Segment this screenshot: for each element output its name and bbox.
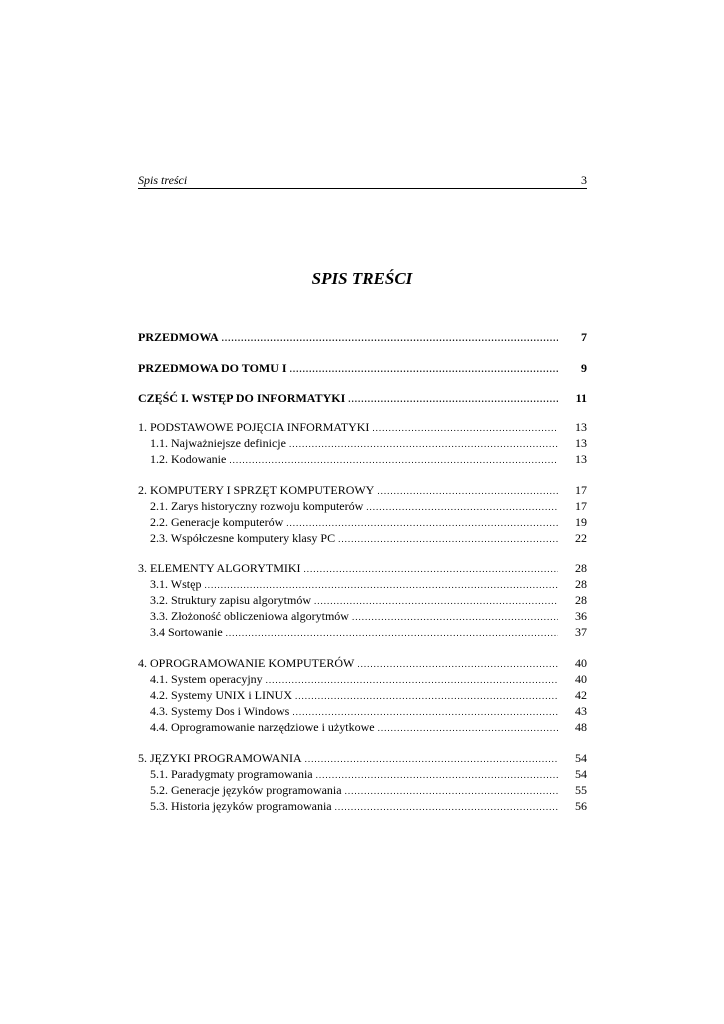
page-number: 3: [581, 173, 587, 187]
toc-entry-page: 55: [575, 783, 587, 797]
toc-entry-page: 54: [575, 767, 587, 781]
toc-entry-label: 5.2. Generacje języków programowania: [150, 783, 342, 797]
toc-entry-label: 1.1. Najważniejsze definicje: [150, 436, 286, 450]
toc-entry-label: 4.3. Systemy Dos i Windows: [150, 704, 290, 718]
toc-entry-page: 40: [575, 672, 587, 686]
toc-section[interactable]: [138, 436, 587, 450]
toc-entry-page: 54: [575, 751, 587, 765]
dot-leader: [204, 578, 558, 592]
toc-entry-page: 36: [575, 609, 587, 623]
toc-section[interactable]: [138, 704, 587, 718]
toc-entry-page: 17: [575, 483, 587, 497]
toc-entry-page: 9: [581, 361, 587, 375]
toc-entry-label: 5.3. Historia języków programowania: [150, 799, 332, 813]
toc-entry-label: 4.1. System operacyjny: [150, 672, 263, 686]
toc-entry-page: 19: [575, 515, 587, 529]
dot-leader: [286, 516, 558, 530]
toc-entry-page: 17: [575, 499, 587, 513]
toc-entry-label: CZĘŚĆ I. WSTĘP DO INFORMATYKI: [138, 391, 346, 405]
dot-leader: [372, 421, 558, 435]
dot-leader: [348, 392, 558, 406]
dot-leader: [338, 532, 558, 546]
toc-section[interactable]: [138, 688, 587, 702]
toc-entry-label: 2.3. Współczesne komputery klasy PC: [150, 531, 336, 545]
toc-section[interactable]: [138, 499, 587, 513]
toc-entry-page: 13: [575, 420, 587, 434]
toc-entry-page: 13: [575, 452, 587, 466]
toc-entry-page: 40: [575, 656, 587, 670]
toc-section[interactable]: [138, 625, 587, 639]
toc-entry-page: 28: [575, 593, 587, 607]
toc-chapter-5[interactable]: [138, 751, 587, 765]
dot-leader: [292, 705, 558, 719]
toc-entry-label: 5. JĘZYKI PROGRAMOWANIA: [138, 751, 302, 765]
toc-entry-page: 56: [575, 799, 587, 813]
toc-entry-przedmowa[interactable]: [138, 330, 587, 344]
dot-leader: [266, 673, 558, 687]
toc-entry-label: 3.1. Wstęp: [150, 577, 202, 591]
toc-chapter-4[interactable]: [138, 656, 587, 670]
toc-entry-label: 5.1. Paradygmaty programowania: [150, 767, 313, 781]
toc-chapter-3[interactable]: [138, 561, 587, 575]
toc-entry-page: 48: [575, 720, 587, 734]
toc-entry-page: 28: [575, 577, 587, 591]
running-header: [138, 172, 587, 189]
dot-leader: [335, 800, 558, 814]
toc-entry-label: 2.1. Zarys historyczny rozwoju komputerów: [150, 499, 364, 513]
dot-leader: [222, 331, 558, 345]
page-title: SPIS TREŚCI: [311, 269, 413, 288]
dot-leader: [314, 594, 558, 608]
dot-leader: [352, 610, 558, 624]
toc-entry-page: 28: [575, 561, 587, 575]
toc-entry-page: 13: [575, 436, 587, 450]
toc-entry-label: PRZEDMOWA DO TOMU I: [138, 361, 287, 375]
toc-section[interactable]: [138, 783, 587, 797]
toc-entry-label: 4.4. Oprogramowanie narzędziowe i użytkowe: [150, 720, 375, 734]
dot-leader: [229, 453, 558, 467]
toc-section[interactable]: [138, 609, 587, 623]
toc-section[interactable]: [138, 531, 587, 545]
running-title: Spis treści: [138, 173, 188, 187]
toc-entry-label: 3.3. Złożoność obliczeniowa algorytmów: [150, 609, 349, 623]
toc-entry-label: 1. PODSTAWOWE POJĘCIA INFORMATYKI: [138, 420, 370, 434]
dot-leader: [378, 721, 558, 735]
toc-entry-page: 7: [581, 330, 587, 344]
toc-entry-page: 37: [575, 625, 587, 639]
dot-leader: [316, 768, 558, 782]
toc-entry-czesc-1[interactable]: [138, 391, 587, 405]
dot-leader: [295, 689, 558, 703]
dot-leader: [304, 562, 558, 576]
toc-entry-label: 3.4 Sortowanie: [150, 625, 223, 639]
toc-entry-page: 11: [575, 391, 587, 405]
toc-chapter-1[interactable]: [138, 420, 587, 434]
dot-leader: [357, 657, 558, 671]
toc-entry-label: 3.2. Struktury zapisu algorytmów: [150, 593, 311, 607]
toc-entry-page: 22: [575, 531, 587, 545]
toc-entry-page: 42: [575, 688, 587, 702]
toc-entry-label: 2.2. Generacje komputerów: [150, 515, 284, 529]
dot-leader: [377, 484, 558, 498]
dot-leader: [345, 784, 558, 798]
toc-entry-label: PRZEDMOWA: [138, 330, 219, 344]
toc-chapter-2[interactable]: [138, 483, 587, 497]
toc-section[interactable]: [138, 452, 587, 466]
toc-section[interactable]: [138, 515, 587, 529]
toc-entry-label: 4.2. Systemy UNIX i LINUX: [150, 688, 292, 702]
toc-section[interactable]: [138, 799, 587, 813]
toc-section[interactable]: [138, 767, 587, 781]
toc-section[interactable]: [138, 593, 587, 607]
toc-entry-label: 4. OPROGRAMOWANIE KOMPUTERÓW: [138, 656, 355, 670]
toc-section[interactable]: [138, 577, 587, 591]
dot-leader: [289, 437, 558, 451]
dot-leader: [226, 626, 558, 640]
dot-leader: [305, 752, 558, 766]
toc-section[interactable]: [138, 720, 587, 734]
toc-entry-label: 2. KOMPUTERY I SPRZĘT KOMPUTEROWY: [138, 483, 375, 497]
toc-section[interactable]: [138, 672, 587, 686]
toc-entry-przedmowa-do-tomu[interactable]: [138, 361, 587, 375]
toc-entry-label: 3. ELEMENTY ALGORYTMIKI: [138, 561, 301, 575]
dot-leader: [290, 362, 558, 376]
dot-leader: [366, 500, 558, 514]
toc-entry-page: 43: [575, 704, 587, 718]
toc-entry-label: 1.2. Kodowanie: [150, 452, 227, 466]
